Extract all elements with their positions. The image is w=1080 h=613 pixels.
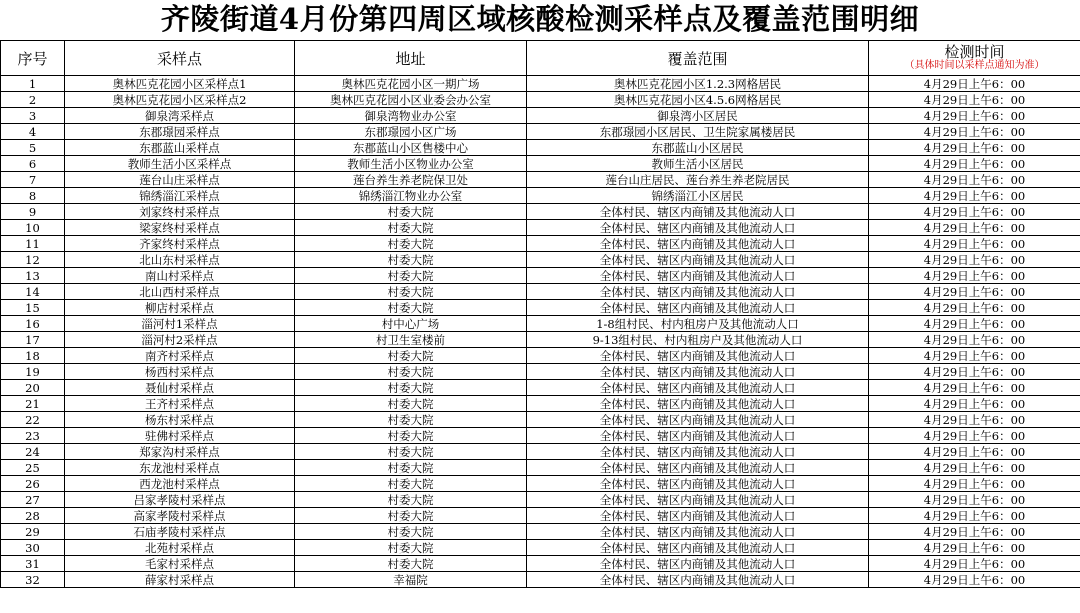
row-index: 14 (1, 284, 65, 300)
row-index: 31 (1, 556, 65, 572)
test-time: 4月29日上午6：00 (869, 412, 1080, 428)
site-address: 村中心广场 (295, 316, 527, 332)
site-name: 毛家村采样点 (65, 556, 295, 572)
site-name: 南山村采样点 (65, 268, 295, 284)
table-row (1, 332, 1080, 348)
site-name: 奥林匹克花园小区采样点1 (65, 76, 295, 92)
coverage-area: 莲台山庄居民、莲台养生养老院居民 (527, 172, 869, 188)
test-time: 4月29日上午6：00 (869, 284, 1080, 300)
test-time: 4月29日上午6：00 (869, 236, 1080, 252)
site-name: 柳店村采样点 (65, 300, 295, 316)
coverage-area: 全体村民、辖区内商铺及其他流动人口 (527, 236, 869, 252)
coverage-area: 全体村民、辖区内商铺及其他流动人口 (527, 300, 869, 316)
test-time: 4月29日上午6：00 (869, 124, 1080, 140)
row-index: 12 (1, 252, 65, 268)
test-time: 4月29日上午6：00 (869, 460, 1080, 476)
row-index: 32 (1, 572, 65, 588)
table-row (1, 92, 1080, 108)
table-header-row (1, 41, 1080, 76)
coverage-area: 全体村民、辖区内商铺及其他流动人口 (527, 396, 869, 412)
coverage-area: 全体村民、辖区内商铺及其他流动人口 (527, 380, 869, 396)
header-time-note: （具体时间以采样点通知为准） (904, 59, 1045, 71)
test-time: 4月29日上午6：00 (869, 348, 1080, 364)
site-name: 东郡璟园采样点 (65, 124, 295, 140)
site-address: 御泉湾物业办公室 (295, 108, 527, 124)
site-name: 东龙池村采样点 (65, 460, 295, 476)
row-index: 10 (1, 220, 65, 236)
site-address: 教师生活小区物业办公室 (295, 156, 527, 172)
row-index: 4 (1, 124, 65, 140)
test-time: 4月29日上午6：00 (869, 364, 1080, 380)
coverage-area: 教师生活小区居民 (527, 156, 869, 172)
site-address: 村委大院 (295, 460, 527, 476)
table-row (1, 76, 1080, 92)
coverage-area: 全体村民、辖区内商铺及其他流动人口 (527, 524, 869, 540)
test-time: 4月29日上午6：00 (869, 444, 1080, 460)
site-address: 村委大院 (295, 540, 527, 556)
row-index: 13 (1, 268, 65, 284)
header-coverage: 覆盖范围 (527, 41, 869, 76)
site-name: 北山东村采样点 (65, 252, 295, 268)
row-index: 30 (1, 540, 65, 556)
table-row (1, 188, 1080, 204)
coverage-area: 全体村民、辖区内商铺及其他流动人口 (527, 540, 869, 556)
coverage-area: 1-8组村民、村内租房户及其他流动人口 (527, 316, 869, 332)
table-row (1, 268, 1080, 284)
test-time: 4月29日上午6：00 (869, 252, 1080, 268)
site-address: 村委大院 (295, 428, 527, 444)
coverage-area: 9-13组村民、村内租房户及其他流动人口 (527, 332, 869, 348)
row-index: 7 (1, 172, 65, 188)
site-address: 东郡蓝山小区售楼中心 (295, 140, 527, 156)
test-time: 4月29日上午6：00 (869, 492, 1080, 508)
site-address: 村委大院 (295, 476, 527, 492)
row-index: 2 (1, 92, 65, 108)
table-row (1, 460, 1080, 476)
site-name: 南齐村采样点 (65, 348, 295, 364)
row-index: 18 (1, 348, 65, 364)
test-time: 4月29日上午6：00 (869, 76, 1080, 92)
site-address: 锦绣淄江物业办公室 (295, 188, 527, 204)
site-name: 杨西村采样点 (65, 364, 295, 380)
table-row (1, 556, 1080, 572)
coverage-area: 东郡璟园小区居民、卫生院家属楼居民 (527, 124, 869, 140)
site-address: 村委大院 (295, 444, 527, 460)
test-time: 4月29日上午6：00 (869, 332, 1080, 348)
table-row (1, 444, 1080, 460)
site-address: 莲台养生养老院保卫处 (295, 172, 527, 188)
row-index: 21 (1, 396, 65, 412)
row-index: 27 (1, 492, 65, 508)
row-index: 11 (1, 236, 65, 252)
site-name: 淄河村1采样点 (65, 316, 295, 332)
coverage-area: 全体村民、辖区内商铺及其他流动人口 (527, 412, 869, 428)
table-row (1, 236, 1080, 252)
coverage-area: 奥林匹克花园小区4.5.6网格居民 (527, 92, 869, 108)
site-name: 齐家终村采样点 (65, 236, 295, 252)
site-name: 莲台山庄采样点 (65, 172, 295, 188)
test-time: 4月29日上午6：00 (869, 316, 1080, 332)
coverage-area: 全体村民、辖区内商铺及其他流动人口 (527, 268, 869, 284)
test-time: 4月29日上午6：00 (869, 92, 1080, 108)
header-site: 采样点 (65, 41, 295, 76)
row-index: 17 (1, 332, 65, 348)
site-address: 村委大院 (295, 524, 527, 540)
site-address: 村委大院 (295, 236, 527, 252)
test-time: 4月29日上午6：00 (869, 204, 1080, 220)
site-address: 村委大院 (295, 204, 527, 220)
test-time: 4月29日上午6：00 (869, 156, 1080, 172)
test-time: 4月29日上午6：00 (869, 268, 1080, 284)
table-row (1, 204, 1080, 220)
test-time: 4月29日上午6：00 (869, 508, 1080, 524)
table-row (1, 476, 1080, 492)
site-name: 吕家孝陵村采样点 (65, 492, 295, 508)
table-row (1, 524, 1080, 540)
coverage-area: 全体村民、辖区内商铺及其他流动人口 (527, 428, 869, 444)
site-name: 刘家终村采样点 (65, 204, 295, 220)
header-index: 序号 (1, 41, 65, 76)
header-address: 地址 (295, 41, 527, 76)
site-address: 村委大院 (295, 300, 527, 316)
row-index: 6 (1, 156, 65, 172)
site-address: 幸福院 (295, 572, 527, 588)
site-address: 奥林匹克花园小区一期广场 (295, 76, 527, 92)
test-time: 4月29日上午6：00 (869, 540, 1080, 556)
test-time: 4月29日上午6：00 (869, 172, 1080, 188)
header-time-label: 检测时间 (944, 42, 1005, 61)
coverage-area: 全体村民、辖区内商铺及其他流动人口 (527, 492, 869, 508)
test-time: 4月29日上午6：00 (869, 428, 1080, 444)
site-address: 村委大院 (295, 508, 527, 524)
site-name: 梁家终村采样点 (65, 220, 295, 236)
site-name: 驻佛村采样点 (65, 428, 295, 444)
row-index: 28 (1, 508, 65, 524)
test-time: 4月29日上午6：00 (869, 108, 1080, 124)
site-name: 锦绣淄江采样点 (65, 188, 295, 204)
site-name: 淄河村2采样点 (65, 332, 295, 348)
row-index: 1 (1, 76, 65, 92)
table-row (1, 572, 1080, 588)
site-address: 村委大院 (295, 252, 527, 268)
site-address: 东郡璟园小区广场 (295, 124, 527, 140)
row-index: 5 (1, 140, 65, 156)
table-row (1, 428, 1080, 444)
sampling-sites-table (0, 40, 1080, 588)
test-time: 4月29日上午6：00 (869, 140, 1080, 156)
table-row (1, 140, 1080, 156)
row-index: 8 (1, 188, 65, 204)
table-row (1, 396, 1080, 412)
coverage-area: 全体村民、辖区内商铺及其他流动人口 (527, 556, 869, 572)
site-name: 奥林匹克花园小区采样点2 (65, 92, 295, 108)
site-address: 奥林匹克花园小区业委会办公室 (295, 92, 527, 108)
site-address: 村卫生室楼前 (295, 332, 527, 348)
test-time: 4月29日上午6：00 (869, 380, 1080, 396)
site-name: 御泉湾采样点 (65, 108, 295, 124)
site-address: 村委大院 (295, 492, 527, 508)
table-row (1, 380, 1080, 396)
row-index: 23 (1, 428, 65, 444)
row-index: 3 (1, 108, 65, 124)
table-row (1, 316, 1080, 332)
site-address: 村委大院 (295, 364, 527, 380)
site-address: 村委大院 (295, 412, 527, 428)
test-time: 4月29日上午6：00 (869, 188, 1080, 204)
table-row (1, 220, 1080, 236)
site-name: 教师生活小区采样点 (65, 156, 295, 172)
coverage-area: 全体村民、辖区内商铺及其他流动人口 (527, 348, 869, 364)
site-name: 北苑村采样点 (65, 540, 295, 556)
coverage-area: 全体村民、辖区内商铺及其他流动人口 (527, 364, 869, 380)
site-address: 村委大院 (295, 396, 527, 412)
site-address: 村委大院 (295, 556, 527, 572)
table-row (1, 108, 1080, 124)
table-row (1, 156, 1080, 172)
site-name: 杨东村采样点 (65, 412, 295, 428)
test-time: 4月29日上午6：00 (869, 524, 1080, 540)
coverage-area: 全体村民、辖区内商铺及其他流动人口 (527, 508, 869, 524)
site-name: 高家孝陵村采样点 (65, 508, 295, 524)
table-row (1, 348, 1080, 364)
table-row (1, 172, 1080, 188)
test-time: 4月29日上午6：00 (869, 476, 1080, 492)
row-index: 16 (1, 316, 65, 332)
table-row (1, 300, 1080, 316)
site-name: 聂仙村采样点 (65, 380, 295, 396)
site-address: 村委大院 (295, 220, 527, 236)
row-index: 9 (1, 204, 65, 220)
test-time: 4月29日上午6：00 (869, 572, 1080, 588)
coverage-area: 全体村民、辖区内商铺及其他流动人口 (527, 444, 869, 460)
row-index: 25 (1, 460, 65, 476)
row-index: 19 (1, 364, 65, 380)
test-time: 4月29日上午6：00 (869, 300, 1080, 316)
table-row (1, 492, 1080, 508)
coverage-area: 全体村民、辖区内商铺及其他流动人口 (527, 572, 869, 588)
coverage-area: 全体村民、辖区内商铺及其他流动人口 (527, 476, 869, 492)
page-title: 齐陵街道4月份第四周区域核酸检测采样点及覆盖范围明细 (160, 2, 920, 36)
coverage-area: 全体村民、辖区内商铺及其他流动人口 (527, 284, 869, 300)
site-name: 薛家村采样点 (65, 572, 295, 588)
header-time (869, 41, 1080, 76)
table-row (1, 540, 1080, 556)
coverage-area: 奥林匹克花园小区1.2.3网格居民 (527, 76, 869, 92)
table-row (1, 284, 1080, 300)
site-name: 郑家沟村采样点 (65, 444, 295, 460)
site-name: 石庙孝陵村采样点 (65, 524, 295, 540)
row-index: 29 (1, 524, 65, 540)
site-address: 村委大院 (295, 268, 527, 284)
row-index: 22 (1, 412, 65, 428)
row-index: 15 (1, 300, 65, 316)
site-name: 东郡蓝山采样点 (65, 140, 295, 156)
site-address: 村委大院 (295, 380, 527, 396)
site-name: 王齐村采样点 (65, 396, 295, 412)
coverage-area: 锦绣淄江小区居民 (527, 188, 869, 204)
site-name: 西龙池村采样点 (65, 476, 295, 492)
table-row (1, 508, 1080, 524)
table-row (1, 252, 1080, 268)
test-time: 4月29日上午6：00 (869, 220, 1080, 236)
row-index: 20 (1, 380, 65, 396)
site-address: 村委大院 (295, 284, 527, 300)
coverage-area: 全体村民、辖区内商铺及其他流动人口 (527, 204, 869, 220)
site-name: 北山西村采样点 (65, 284, 295, 300)
table-row (1, 364, 1080, 380)
coverage-area: 御泉湾小区居民 (527, 108, 869, 124)
row-index: 26 (1, 476, 65, 492)
table-row (1, 124, 1080, 140)
coverage-area: 全体村民、辖区内商铺及其他流动人口 (527, 220, 869, 236)
site-address: 村委大院 (295, 348, 527, 364)
test-time: 4月29日上午6：00 (869, 396, 1080, 412)
coverage-area: 全体村民、辖区内商铺及其他流动人口 (527, 252, 869, 268)
table-row (1, 412, 1080, 428)
coverage-area: 东郡蓝山小区居民 (527, 140, 869, 156)
row-index: 24 (1, 444, 65, 460)
test-time: 4月29日上午6：00 (869, 556, 1080, 572)
coverage-area: 全体村民、辖区内商铺及其他流动人口 (527, 460, 869, 476)
